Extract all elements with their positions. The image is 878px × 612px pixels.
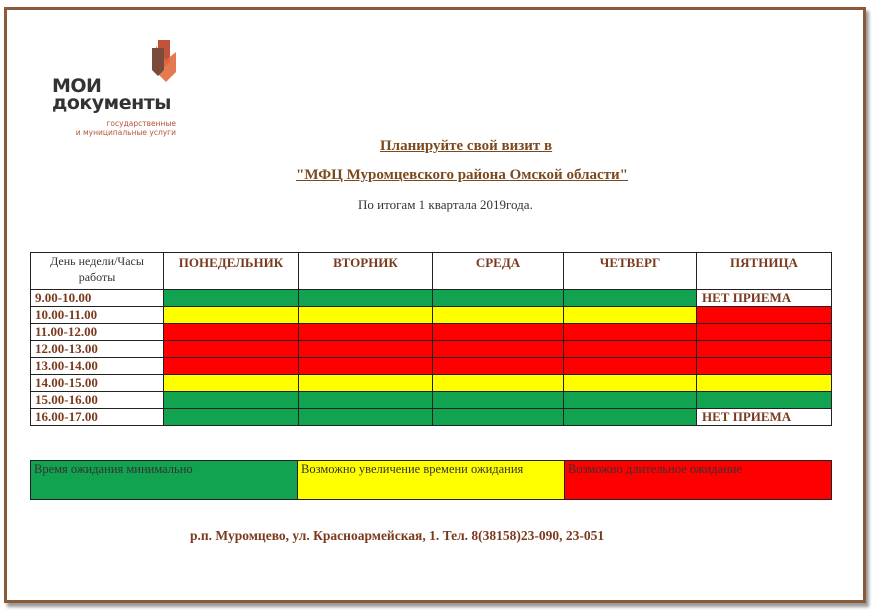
day-header: СРЕДА bbox=[433, 253, 564, 290]
status-cell-red bbox=[433, 324, 564, 341]
time-cell: 11.00-12.00 bbox=[31, 324, 164, 341]
status-cell-red bbox=[564, 341, 697, 358]
time-cell: 14.00-15.00 bbox=[31, 375, 164, 392]
legend-yellow: Возможно увеличение времени ожидания bbox=[298, 461, 565, 500]
status-cell-yellow bbox=[164, 375, 299, 392]
status-cell-green bbox=[433, 392, 564, 409]
day-header: ПЯТНИЦА bbox=[697, 253, 832, 290]
table-row bbox=[31, 392, 832, 409]
heading-line3: По итогам 1 квартала 2019года. bbox=[358, 197, 533, 212]
status-cell-yellow bbox=[697, 375, 832, 392]
heading-line2: "МФЦ Муромцевского района Омской области" bbox=[296, 167, 628, 183]
status-cell-green bbox=[299, 392, 433, 409]
status-cell-red bbox=[433, 358, 564, 375]
status-cell-red bbox=[697, 341, 832, 358]
status-cell-yellow bbox=[164, 307, 299, 324]
time-cell: 16.00-17.00 bbox=[31, 409, 164, 426]
footer-address: р.п. Муромцево, ул. Красноармейская, 1. Тел. 8(38158)23-090, 23-051 bbox=[190, 528, 605, 543]
status-cell-red bbox=[299, 341, 433, 358]
status-cell-red bbox=[433, 341, 564, 358]
status-cell-red bbox=[697, 307, 832, 324]
time-cell: 13.00-14.00 bbox=[31, 358, 164, 375]
status-cell-yellow bbox=[299, 375, 433, 392]
status-cell-green bbox=[564, 409, 697, 426]
status-cell-red bbox=[697, 324, 832, 341]
time-cell: 15.00-16.00 bbox=[31, 392, 164, 409]
corner-header: День недели/Часы работы bbox=[31, 253, 164, 290]
status-cell-green bbox=[433, 409, 564, 426]
legend-table bbox=[30, 460, 832, 500]
status-cell-green bbox=[164, 409, 299, 426]
status-cell-yellow bbox=[299, 307, 433, 324]
table-row bbox=[31, 375, 832, 392]
status-cell-yellow bbox=[564, 307, 697, 324]
table-row bbox=[31, 341, 832, 358]
status-cell-red bbox=[299, 324, 433, 341]
no-reception-cell: НЕТ ПРИЕМА bbox=[697, 409, 832, 426]
status-cell-red bbox=[564, 358, 697, 375]
day-header: ВТОРНИК bbox=[299, 253, 433, 290]
logo-subtitle: государственные и муниципальные услуги bbox=[75, 119, 176, 137]
table-header-row bbox=[31, 253, 832, 290]
time-cell: 9.00-10.00 bbox=[31, 290, 164, 307]
table-row bbox=[31, 307, 832, 324]
table-row bbox=[31, 409, 832, 426]
status-cell-green bbox=[564, 392, 697, 409]
heading-line1: Планируйте свой визит в bbox=[380, 138, 553, 154]
status-cell-red bbox=[164, 324, 299, 341]
status-cell-green bbox=[564, 290, 697, 307]
status-cell-green bbox=[164, 392, 299, 409]
status-cell-yellow bbox=[564, 375, 697, 392]
status-cell-red bbox=[564, 324, 697, 341]
schedule-table bbox=[30, 252, 832, 426]
legend-red: Возможно длительное ожидание bbox=[565, 461, 832, 500]
status-cell-yellow bbox=[433, 307, 564, 324]
status-cell-red bbox=[164, 341, 299, 358]
status-cell-green bbox=[433, 290, 564, 307]
status-cell-yellow bbox=[433, 375, 564, 392]
no-reception-cell: НЕТ ПРИЕМА bbox=[697, 290, 832, 307]
table-row bbox=[31, 358, 832, 375]
status-cell-red bbox=[697, 358, 832, 375]
status-cell-red bbox=[299, 358, 433, 375]
status-cell-green bbox=[299, 409, 433, 426]
status-cell-green bbox=[697, 392, 832, 409]
table-row bbox=[31, 290, 832, 307]
status-cell-green bbox=[299, 290, 433, 307]
logo-title: МОИ документы bbox=[52, 75, 171, 114]
time-cell: 10.00-11.00 bbox=[31, 307, 164, 324]
time-cell: 12.00-13.00 bbox=[31, 341, 164, 358]
day-header: ЧЕТВЕРГ bbox=[564, 253, 697, 290]
legend-green: Время ожидания минимально bbox=[31, 461, 298, 500]
day-header: ПОНЕДЕЛЬНИК bbox=[164, 253, 299, 290]
table-row bbox=[31, 324, 832, 341]
status-cell-green bbox=[164, 290, 299, 307]
status-cell-red bbox=[164, 358, 299, 375]
